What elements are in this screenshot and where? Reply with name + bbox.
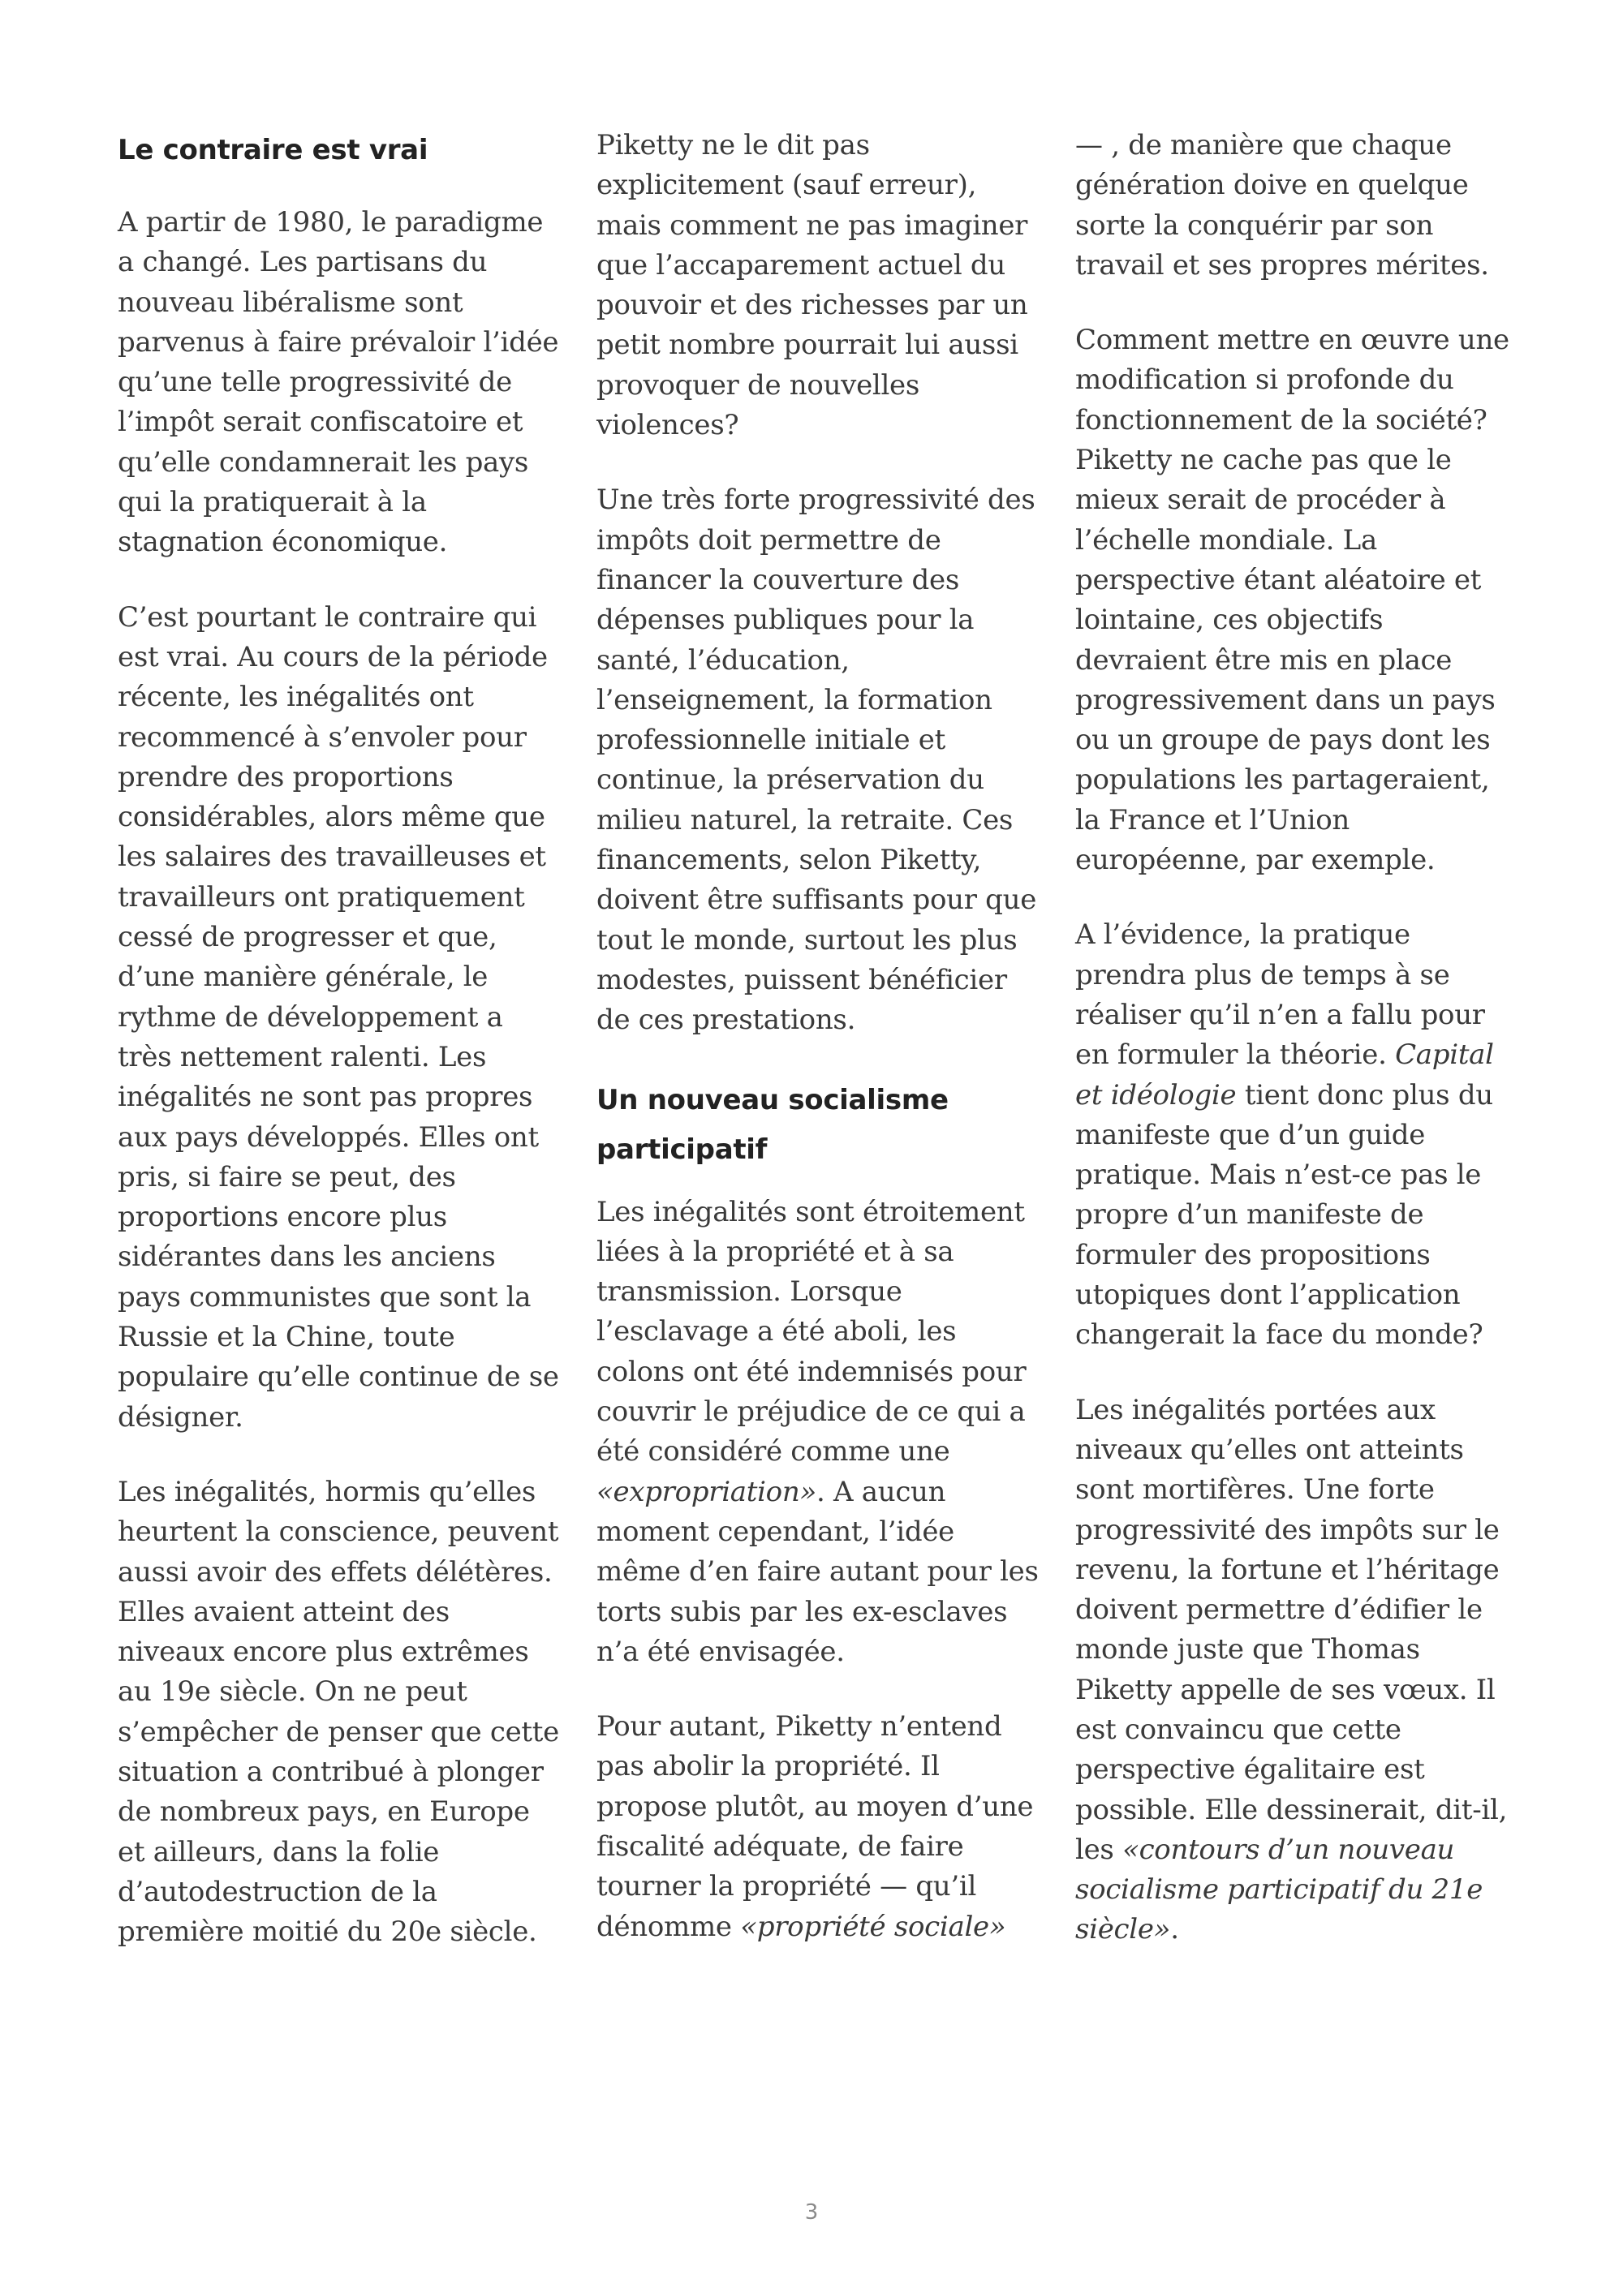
italic-quote: «expropriation» — [596, 1475, 816, 1508]
text-run: tient donc plus du manifeste que d’un guide pratique. Mais n’est-ce pas le propre d’un manifeste de formuler des propositions utopiques dont l’application changerait la face du monde? — [1075, 1078, 1493, 1352]
italic-quote: «contours d’un nouveau socialisme participatif du 21e siècle» — [1075, 1833, 1483, 1946]
paragraph: Piketty ne le dit pas explicitement (sauf erreur), mais comment ne pas imaginer que l’accaparement actuel du pouvoir et des richesses par un petit nombre pourrait lui aussi provoquer de nouvelles violences? — [596, 129, 1028, 442]
section-heading-contraire: Le contraire est vrai — [118, 134, 428, 166]
column-1 — [118, 126, 560, 1987]
paragraph: — , de manière que chaque génération doive en quelque sorte la conquérir par son travail et ses propres mérites. — [1075, 129, 1489, 282]
text-run: Pour autant, Piketty n’entend pas abolir la propriété. Il propose plutôt, au moyen d’une fiscalité adéquate, de faire tourner la propriété — qu’il dénomme — [596, 1710, 1034, 1943]
italic-book-title: Capital et idéologie — [1075, 1038, 1494, 1111]
text-run: A l’évidence, la pratique prendra plus de temps à se réaliser qu’il n’en a fallu pour en formuler la théorie. — [1075, 918, 1485, 1072]
paragraph: C’est pourtant le contraire qui est vrai. Au cours de la période récente, les inégalités ont recommencé à s’envoler pour prendre des proportions considérables, alors même que les salaires des travailleuses et travailleurs ont pratiquement cessé de progresser et que, d’une manière générale, le rythme de développement a très nettement ralenti. Les inégalités ne sont pas propres aux pays développés. Elles ont pris, si faire se peut, des proportions encore plus sidérantes dans les anciens pays communistes que sont la Russie et la Chine, toute populaire qu’elle continue de se désigner. — [118, 600, 559, 1434]
text-run: Les inégalités sont étroitement liées à la propriété et à sa transmission. Lorsque l’esclavage a été aboli, les colons ont été indemnisés pour couvrir le préjudice de ce qui a été considéré comme une — [596, 1195, 1027, 1468]
section-heading-socialisme: Un nouveau socialisme participatif — [596, 1083, 949, 1166]
text-run: . A aucun moment cependant, l’idée même d’en faire autant pour les torts subis par les ex-esclaves n’a été envisagée. — [596, 1475, 1039, 1668]
column-2 — [596, 126, 1039, 1987]
text-run: Les inégalités portées aux niveaux qu’elles ont atteints sont mortifères. Une forte progressivité des impôts sur le revenu, la fortune et l’héritage doivent permettre d’édifier le monde juste que Thomas Piketty appelle de ses vœux. Il est convaincu que cette perspective égalitaire est possible. Elle dessinerait, dit-il, les — [1075, 1393, 1508, 1866]
paragraph: Comment mettre en œuvre une modification si profonde du fonctionnement de la société? Piketty ne cache pas que le mieux serait de procéder à l’échelle mondiale. La perspective étant aléatoire et lointaine, ces objectifs devraient être mis en place progressivement dans un pays ou un groupe de pays dont les populations les partageraient, la France et l’Union européenne, par exemple. — [1075, 324, 1509, 877]
paragraph — [596, 1707, 1039, 1947]
paragraph: Une très forte progressivité des impôts doit permettre de financer la couverture des dépenses publiques pour la santé, l’éducation, l’enseignement, la formation professionnelle initiale et continue, la préservation du milieu naturel, la retraite. Ces financements, selon Piketty, doivent être suffisants pour que tout le monde, surtout les plus modestes, puissent bénéficier de ces prestations. — [596, 484, 1037, 1037]
italic-quote: «propriété sociale» — [740, 1910, 1006, 1943]
paragraph: Les inégalités, hormis qu’elles heurtent la conscience, peuvent aussi avoir des effets délétères. Elles avaient atteint des niveaux encore plus extrêmes au 19e siècle. On ne peut s’empêcher de penser que cette situation a contribué à plonger de nombreux pays, en Europe et ailleurs, dans la folie d’autodestruction de la première moitié du 20e siècle. — [118, 1475, 559, 1949]
column-3 — [1075, 126, 1518, 1987]
page-number: 3 — [804, 2200, 819, 2225]
paragraph: A partir de 1980, le paradigme a changé. Les partisans du nouveau libéralisme sont parvenus à faire prévaloir l’idée qu’une telle progressivité de l’impôt serait confiscatoire et qu’elle condamnerait les pays qui la pratiquerait à la stagnation économique. — [118, 206, 559, 559]
paragraph — [1075, 915, 1518, 1355]
text-columns — [118, 126, 1513, 1987]
paragraph — [1075, 1391, 1518, 1950]
paragraph — [596, 1193, 1039, 1673]
text-run: . — [1170, 1913, 1179, 1946]
